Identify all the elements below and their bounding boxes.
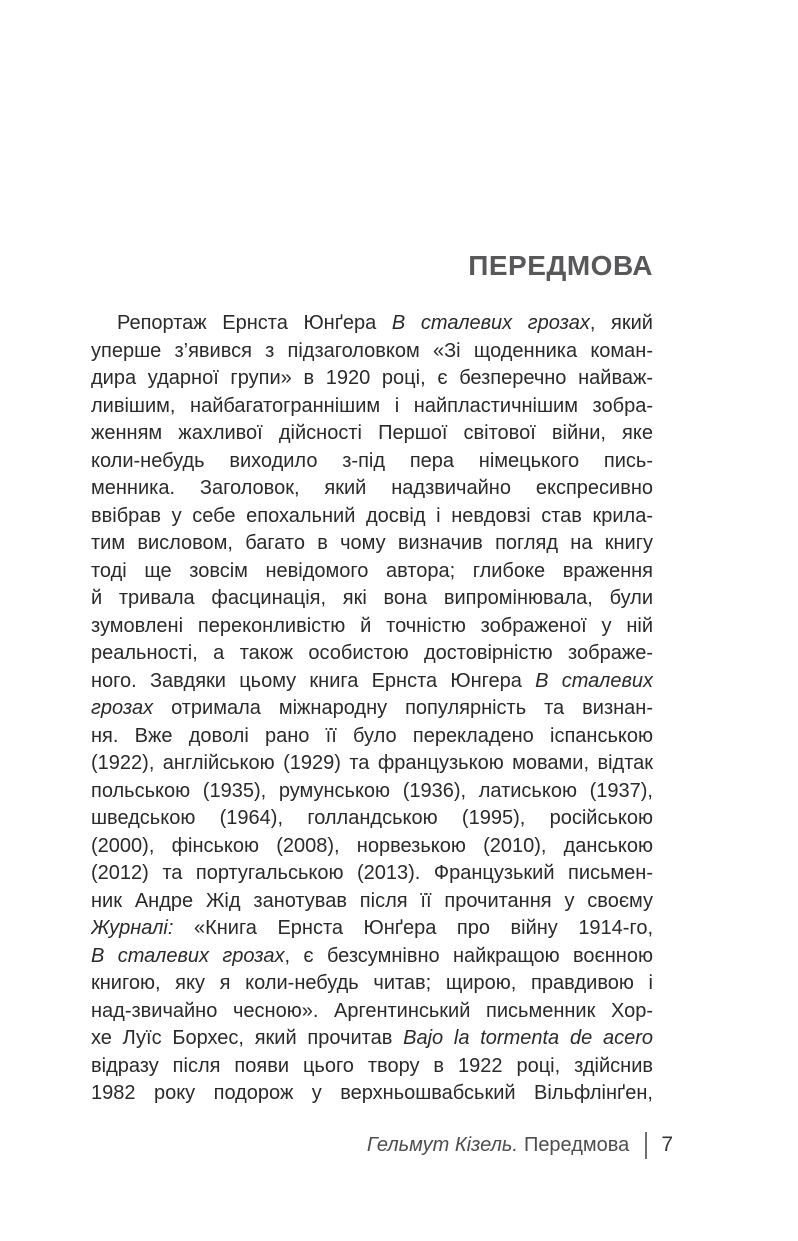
text-line: й тривала фасцинація, які вона випромінювала, були: [91, 587, 653, 609]
text-line: ливішим, найбагатограннішим і найпластичнішим зобра-: [91, 394, 653, 417]
text-line: уперше з’явився з підзаголовком «Зі щоденника коман-: [91, 339, 653, 362]
text-line: ник Андре Жід занотував після її прочитання у своєму: [91, 889, 653, 912]
text-line: Репортаж Ернста Юнґера В сталевих грозах, який: [117, 312, 653, 334]
text-line: (1922), англійською (1929) та французькою мовами, відтак: [91, 752, 653, 774]
chapter-title: ПЕРЕДМОВА: [468, 250, 653, 281]
text-line: Журналі: «Книга Ернста Юнґера про війну 1914-го,: [91, 917, 653, 939]
text-line: В сталевих грозах, є безсумнівно найкращою воєнною: [91, 944, 653, 967]
footer-separator: [645, 1132, 647, 1159]
text-line: (2000), фінською (2008), норвезькою (2010), данською: [91, 834, 653, 857]
text-line: тоді ще зовсім невідомого автора; глибоке враження: [91, 559, 653, 582]
text-line: коли-небудь виходило з-під пера німецького пись-: [91, 449, 653, 472]
text-line: грозах отримала міжнародну популярність та визнан-: [91, 697, 653, 719]
text-line: 1982 року подорож у верхньошвабський Вільфлінґен,: [91, 1082, 653, 1104]
body-text: [91, 310, 653, 1108]
text-line: ного. Завдяки цьому книга Ернста Юнгера В сталевих: [91, 669, 653, 692]
text-line: реальності, а також особистою достовірністю зображе-: [91, 642, 653, 664]
text-line: женням жахливої дійсності Першої світової війни, яке: [91, 422, 653, 444]
page-footer: [367, 1130, 673, 1160]
text-line: відразу після появи цього твору в 1922 році, здійснив: [91, 1054, 653, 1077]
text-line: тим висловом, багато в чому визначив погляд на книгу: [91, 532, 653, 554]
footer-author: Гельмут Кізель.: [366, 1134, 518, 1156]
text-line: хе Луїс Борхес, який прочитав Bajo la tormenta de acero: [91, 1027, 653, 1049]
text-line: книгою, яку я коли-небудь читав; щирою, правдивою і: [91, 972, 653, 994]
footer-section: Передмова: [523, 1134, 630, 1156]
text-line: (2012) та португальською (2013). Французький письмен-: [91, 862, 653, 884]
text-line: польською (1935), румунською (1936), латиською (1937),: [91, 779, 653, 802]
page-number: 7: [661, 1133, 673, 1156]
text-line: зумовлені переконливістю й точністю зображеної у ній: [91, 614, 653, 637]
text-line: дира ударної групи» в 1920 році, є безперечно найваж-: [91, 367, 653, 389]
text-line: менника. Заголовок, який надзвичайно експресивно: [91, 477, 653, 499]
text-line: ня. Вже доволі рано її було перекладено іспанською: [91, 724, 653, 747]
text-line: ввібрав у себе епохальний досвід і невдовзі став крила-: [91, 504, 653, 527]
text-line: над-звичайно чесною». Аргентинський письменник Хор-: [91, 999, 653, 1022]
text-line: шведською (1964), голландською (1995), російською: [91, 807, 653, 829]
